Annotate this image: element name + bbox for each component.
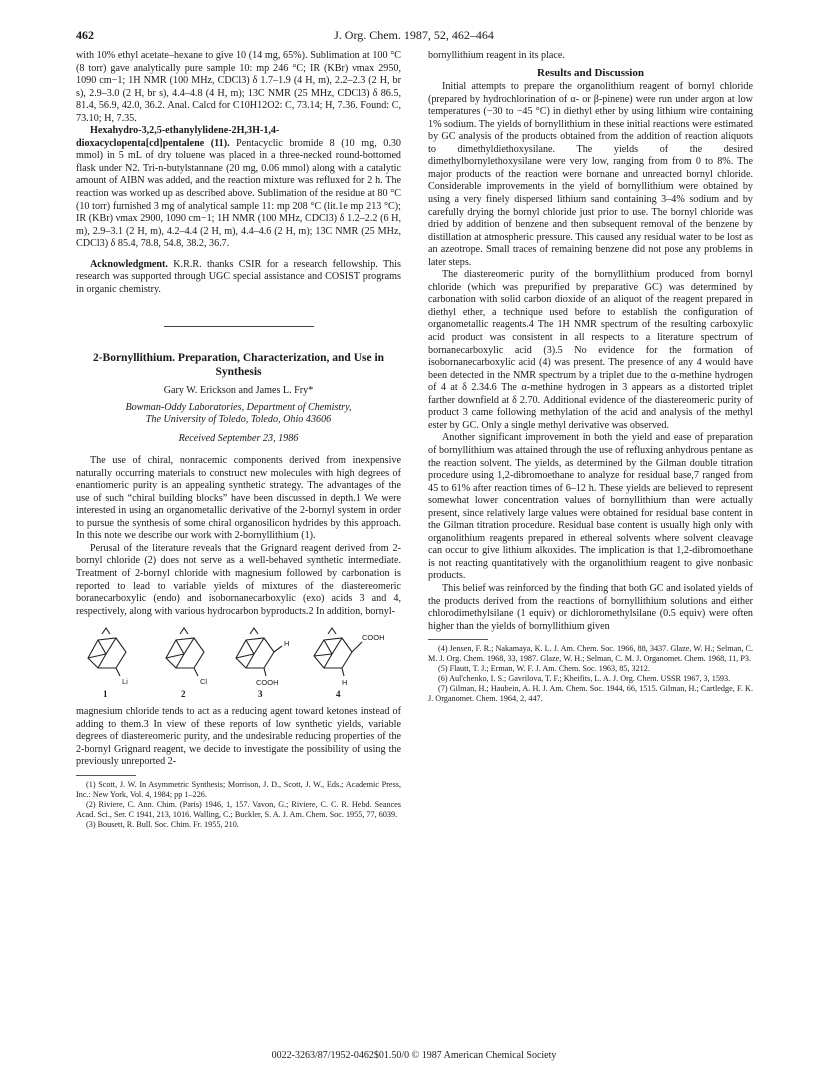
structure-3-number: 3 bbox=[258, 689, 263, 700]
structure-4-substituent: COOH bbox=[362, 633, 385, 643]
right-column bbox=[428, 50, 753, 704]
compound-11-body: Pentacyclic bromide 8 (10 mg, 0.30 mmol) in 5 mL of dry toluene was placed in a three-necked round-bottomed flask under N2. Tri-n-butylstannane (20 mg, 0.06 mmol) along with a catalytic amount of AIBN was added, and the reaction mixture was refluxed for 2 h. The reaction was worked up as described above. Sublimation of the residue at 80 °C (10 torr) furnished 3 mg of analytical sample 11: mp 208 °C (lit.1e mp 213 °C); IR (KBr) νmax 2900, 1090 cm−1; 1H NMR (100 MHz, CDCl3) δ 1.2–2.2 (6 H, m), 2.9–3.1 (2 H, m), 4.2–4.4 (2 H, m), 4.4–4.6 (2 H, m); 13C NMR (25 MHz, CDCl3) δ 85.4, 78.8, 54.8, 38.2, 36.7. bbox=[76, 137, 401, 250]
experimental-paragraph-11 bbox=[76, 125, 401, 250]
structure-3-substituent: COOH bbox=[256, 678, 279, 688]
structure-1-number: 1 bbox=[103, 689, 108, 700]
page-number: 462 bbox=[76, 28, 94, 42]
page-footer: 0022-3263/87/1952-0462$01.50/0 © 1987 American Chemical Society bbox=[271, 1050, 557, 1061]
received-date: Received September 23, 1986 bbox=[178, 432, 299, 444]
footnote-4: (4) Jensen, F. R.; Nakamaya, K. L. J. Am. Chem. Soc. 1966, 88, 3437. Glaze, W. H.; Selman, C. M. J. Org. Chem. 1968, 33, 1987. Glaze, W. H.; Selman, C. M. J. Organomet. Chem. 1968, 11, P3. bbox=[428, 644, 753, 664]
continued-paragraph: bornyllithium reagent in its place. bbox=[428, 50, 565, 61]
article-divider bbox=[164, 326, 314, 327]
section-title-results: Results and Discussion bbox=[537, 66, 644, 79]
structure-1-substituent: Li bbox=[122, 677, 128, 687]
structure-2-number: 2 bbox=[181, 689, 186, 700]
authors: Gary W. Erickson and James L. Fry* bbox=[163, 385, 314, 397]
results-paragraph-2: The diastereomeric purity of the bornyllithium produced from bornyl chloride (which was prepurified by preparative GC) was determined by carbonation with solid carbon dioxide of an aliquot of the reagent prepared in diethyl ether, a technique used before to establish the configuration of organometallic reagents.4 The 1H NMR spectrum of the resulting carboxylic acid product was consistent in all respects to a literature spectrum of bornanecarboxylic acid (3).5 No evidence for the formation of isobornanecarboxylic acid (4) was present. The presence of any 4 would have been detected in the NMR spectrum by a triplet due to the α-methine hydrogen of 4 at δ 2.34.6 The α-methine hydrogen in 3 appears as a distorted triplet farther downfield at δ 2.70. Additional evidence of the diastereomeric purity of product 3 came following methylation of the acid and analysis of the methyl ester by GC. Only a single methyl derivative was observed. bbox=[428, 269, 753, 431]
acknowledgment bbox=[76, 259, 401, 297]
structure-2-skeleton bbox=[166, 628, 204, 676]
intro-paragraph-1: The use of chiral, nonracemic components derived from inexpensive naturally occurring materials to construct new molecules with high degrees of enantiomeric purity is an appealing synthetic strategy. The advantages of the use of such “chiral building blocks” have been discussed in depth.1 We were interested in using an organometallic derivative of the 2-bornyl system in order to pursue the synthesis of some chiral organosilicon hydrides by this approach. In this note we describe our work with 2-bornyllithium (1). bbox=[76, 455, 401, 542]
structure-4-skeleton bbox=[314, 628, 362, 676]
structure-4-number: 4 bbox=[336, 689, 341, 700]
footnotes-left bbox=[76, 780, 401, 830]
structure-1-skeleton bbox=[88, 628, 126, 676]
structure-figure bbox=[76, 624, 401, 702]
intro-paragraph-2: Perusal of the literature reveals that the Grignard reagent derived from 2-bornyl chloride (2) does not serve as a well-behaved synthetic intermediate. Treatment of 2-bornyl chloride with magnesium followed by carbonation is reported to lead to variable yields of mixtures of the diastereomeric boranecarboxylic (endo) and isobornanecarboxylic (exo) acids 3 and 4, respectively, along with various hydrocarbon byproducts.2 In addition, bornyl- bbox=[76, 542, 401, 617]
footnote-3: (3) Bousett, R. Bull. Soc. Chim. Fr. 1955, 210. bbox=[86, 819, 239, 829]
journal-citation: J. Org. Chem. 1987, 52, 462–464 bbox=[334, 28, 494, 42]
structure-4-hydrogen: H bbox=[342, 678, 348, 688]
footnote-6: (6) Aul'chenko, I. S.; Gavrilova, T. F.; Kheifits, L. A. J. Org. Chem. USSR 1967, 3, 1593. bbox=[438, 674, 731, 684]
results-paragraph-3: Another significant improvement in both the yield and ease of preparation of bornyllithium was attained through the use of refluxing anhydrous pentane as the reaction solvent. The yields, as determined by the Gilman double titration procedure using 1,2-dibromoethane to analyze for residual base,7 ranged from 45 to 61% after reaction times of 6–12 h. These yields are believed to represent somewhat lower concentration values of bornyllithium than were actually present, since relatively large values were obtained for residual base content in the Gilman titration procedure. Residual base content is usually high only with organolithium reagents prepared in ethereal solvents where solvent cleavage can occur to give lithium alkoxides. The implication is that 1,2-dibromoethane is not reacting quantitatively with the organolithium reagent to give nonbasic products. bbox=[428, 432, 753, 582]
page-header bbox=[76, 28, 752, 44]
footnote-1: (1) Scott, J. W. In Asymmetric Synthesis; Morrison, J. D., Scott, J. W., Eds.; Academic Press, Inc.: New York, Vol. 4, 1984; pp 1–226. bbox=[76, 779, 401, 799]
experimental-paragraph-10: with 10% ethyl acetate–hexane to give 10 (14 mg, 65%). Sublimation at 100 °C (8 torr) gave analytically pure sample 10: mp 246 °C; IR (KBr) νmax 2950, 1090 cm−1; 1H NMR (100 MHz, CDCl3) δ 1.7–1.9 (4 H, m), 2.2–2.3 (2 H, br s), 2.9–3.0 (2 H, br s), 4.4–4.8 (4 H, m); 13C NMR (25 MHz, CDCl3) δ 86.5, 81.4, 56.9, 42.0, 36.2. Anal. Calcd for C10H12O2: C, 73.14; H, 7.36. Found: C, 73.10; H, 7.35. bbox=[76, 50, 401, 124]
footnote-rule bbox=[76, 775, 136, 776]
structure-3-skeleton bbox=[236, 628, 282, 676]
structure-3-hydrogen: H bbox=[284, 639, 290, 649]
structure-2-substituent: Cl bbox=[200, 677, 208, 687]
footnote-5: (5) Flautt, T. J.; Erman, W. F. J. Am. Chem. Soc. 1963, 85, 3212. bbox=[438, 664, 650, 674]
note-title: 2-Bornyllithium. Preparation, Characterization, and Use in Synthesis bbox=[92, 352, 385, 379]
footnotes-right bbox=[428, 644, 753, 704]
compound-11-title: Hexahydro-3,2,5-ethanylylidene-2H,3H-1,4-dioxacyclopenta[cd]pentalene (11). bbox=[76, 125, 280, 149]
footnote-7: (7) Gilman, H.; Haubein, A. H. J. Am. Chem. Soc. 1944, 66, 1515. Gilman, H.; Cartledge, F. K. J. Organomet. Chem. 1964, 2, 447. bbox=[428, 684, 753, 704]
affiliation-line-1: Bowman-Oddy Laboratories, Department of Chemistry, bbox=[125, 401, 352, 413]
results-paragraph-4: This belief was reinforced by the finding that both GC and isolated yields of the products derived from the reactions of bornyllithium solutions and either chlorodimethylsilane (1 equiv) or dichloromethylsilane (0.5 equiv) were often higher than the yields of bornyllithium given bbox=[428, 582, 753, 632]
footnote-rule bbox=[428, 639, 488, 640]
affiliation-line-2: The University of Toledo, Toledo, Ohio 43606 bbox=[145, 414, 332, 426]
acknowledgment-body: K.R.R. thanks CSIR for a research fellowship. This research was supported through UGC special assistance and COSIST programs in organic chemistry. bbox=[76, 258, 401, 295]
intro-paragraph-3: magnesium chloride tends to act as a reducing agent toward ketones instead of adding to them.3 In view of these reports of low synthetic yields, variable degrees of diastereomeric purity, and the undesirable reducing properties of the 2-bornyl Grignard reagent, we decide to investigate the possibility of using the previously unreported 2- bbox=[76, 706, 401, 768]
results-paragraph-1: Initial attempts to prepare the organolithium reagent of bornyl chloride (prepared by hydrochlorination of α- or β-pinene) were run under argon at low temperatures (−30 to −45 °C) in diethyl ether by using lithium wire containing 1% sodium. The yields of bornyllithium in these initial reactions were estimated by GC analysis of the products obtained from the addition of reaction aliquots to dimethyldiethoxysilane. The yields of the desired dimethylbornylethoxysilane were very low, ranging from from 0 to 8%. The major products of the reaction were bornane and unreacted bornyl chloride. Considerable improvements in the yield of bornyllithium were obtained by using a very finely dispersed lithium sand containing 3–4% sodium and by carefully drying the bornyl chloride just prior to use. The bornyl chloride was dried by addition of benzene and then subsequent removal of the benzene by distillation at atmospheric pressure. This caused any residual water to be lost as an azeotrope. Small traces of remaining benzene did not pose any problems in later steps. bbox=[428, 81, 753, 268]
acknowledgment-title: Acknowledgment. bbox=[90, 258, 168, 270]
left-column bbox=[76, 50, 401, 830]
footnote-2: (2) Riviere, C. Ann. Chim. (Paris) 1946, 1, 157. Vavon, G.; Riviere, C. C. R. Hebd. Seances Acad. Sci., Ser. C 1941, 213, 1016. Walling, C.; Buckler, S. A. J. Am. Chem. Soc. 1955, 77, 6039. bbox=[76, 799, 401, 819]
